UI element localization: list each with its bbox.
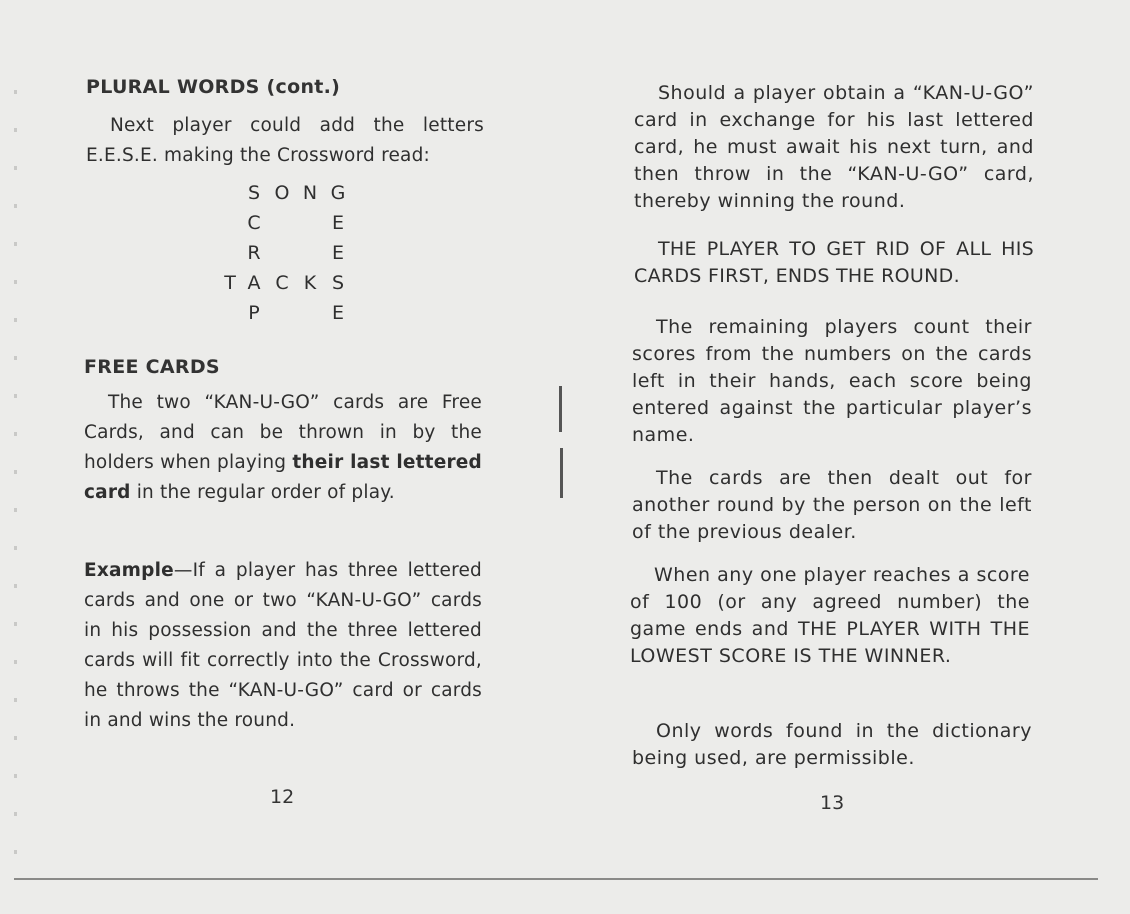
gutter-mark (559, 386, 562, 432)
crossword-letter: E (331, 242, 344, 264)
page-number-right: 13 (820, 792, 845, 814)
crossword-letter: R (247, 242, 261, 264)
crossword-letter: K (303, 272, 317, 294)
paragraph-dealt-text: The cards are then dealt out for another round by the person on the left of the previous dealer. (632, 467, 1032, 543)
crossword-letter: S (247, 182, 261, 204)
free-cards-text-1: The two “KAN-U-GO” cards are Free Cards, and can be thrown in by the holders when playing (84, 392, 482, 473)
left-page (0, 0, 560, 880)
free-cards-bold: their last lettered card (84, 452, 482, 503)
crossword-row-4 (222, 272, 362, 302)
page-number-left: 12 (270, 786, 295, 808)
crossword-row-2 (222, 212, 362, 242)
paragraph-rule-text: THE PLAYER TO GET RID OF ALL HIS CARDS FIRST, ENDS THE ROUND. (634, 238, 1034, 287)
crossword-letter: G (330, 182, 346, 204)
crossword-row-3 (222, 242, 362, 272)
crossword-letter: N (302, 182, 318, 204)
crossword-row-1 (222, 182, 362, 212)
example-dash: — (173, 560, 193, 581)
crossword-letter: P (248, 302, 260, 324)
free-cards-text-2: in the regular order of play. (130, 482, 395, 503)
paragraph-free-cards (84, 388, 482, 508)
paragraph-rule (634, 236, 1034, 290)
crossword-letter: O (274, 182, 290, 204)
paragraph-when (630, 562, 1030, 670)
crossword-letter: S (331, 272, 345, 294)
paragraph-next-player-text: Next player could add the letters E.E.S.E. making the Crossword read: (86, 115, 484, 166)
crossword-letter: T (224, 272, 236, 294)
example-body: If a player has three lettered cards and one or two “KAN-U-GO” cards in his possession and the three lettered cards will fit correctly into the Crossword, he throws the “KAN-U-GO” card or cards in and wins the round. (84, 560, 482, 731)
crossword-grid (222, 182, 362, 332)
paragraph-only (632, 718, 1032, 772)
paragraph-next-player (86, 111, 484, 171)
crossword-letter: C (275, 272, 289, 294)
bottom-edge-line (14, 878, 1098, 880)
right-page (568, 0, 1130, 880)
paragraph-only-text: Only words found in the dictionary being used, are permissible. (632, 720, 1032, 769)
paragraph-should (634, 80, 1034, 215)
paragraph-free-cards-text (84, 388, 482, 508)
heading-plural-words: PLURAL WORDS (cont.) (86, 76, 341, 98)
heading-free-cards: FREE CARDS (84, 356, 220, 378)
crossword-letter: E (331, 302, 344, 324)
paragraph-example (84, 556, 482, 736)
example-label: Example (84, 560, 174, 581)
paragraph-dealt (632, 465, 1032, 546)
paragraph-remaining-text: The remaining players count their scores from the numbers on the cards left in their hands, each score being entered against the particular player’s name. (632, 316, 1032, 446)
crossword-letter: E (331, 212, 344, 234)
paragraph-should-text: Should a player obtain a “KAN-U-GO” card in exchange for his last lettered card, he must await his next turn, and then throw in the “KAN-U-GO” card, thereby winning the round. (634, 82, 1034, 212)
paragraph-example-text (84, 556, 482, 736)
gutter-mark (560, 448, 563, 498)
crossword-letter: A (247, 272, 261, 294)
paragraph-when-text: When any one player reaches a score of 100 (or any agreed number) the game ends and THE PLAYER WITH THE LOWEST SCORE IS THE WINNER. (630, 564, 1030, 667)
crossword-letter: C (247, 212, 261, 234)
crossword-row-5 (222, 302, 362, 332)
paragraph-remaining (632, 314, 1032, 449)
